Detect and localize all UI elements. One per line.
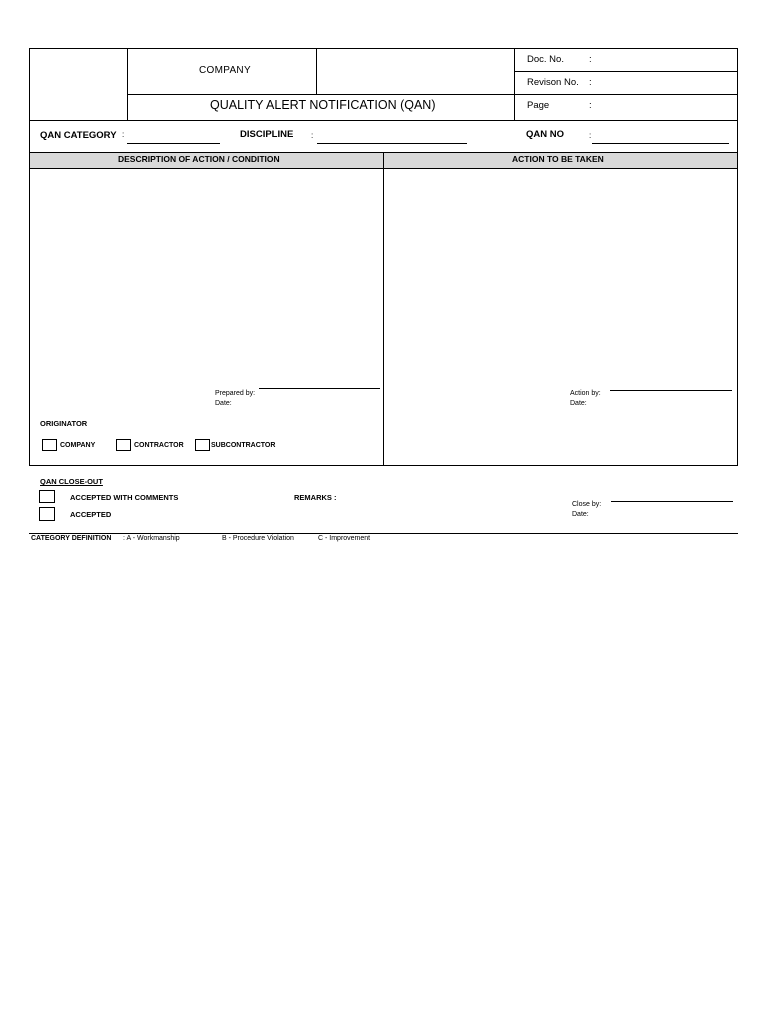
header-hline-right-2 [514,94,737,95]
close-by-label: Close by: [572,501,602,508]
action-by-label: Action by: [570,390,601,397]
accepted-with-comments-label: ACCEPTED WITH COMMENTS [70,493,179,502]
originator-subcontractor-label: SUBCONTRACTOR [211,442,276,449]
accepted-checkbox[interactable] [39,507,55,521]
close-by-field[interactable] [611,501,733,502]
prepared-date-label: Date: [215,400,232,407]
header-hline-right-1 [514,71,737,72]
revision-label: Revison No. [527,77,579,88]
category-def-b: B - Procedure Violation [222,535,294,542]
remarks-label: REMARKS : [294,493,337,502]
doc-no-label: Doc. No. [527,54,564,65]
qan-category-label: QAN CATEGORY [40,130,117,141]
accepted-with-comments-checkbox[interactable] [39,490,55,503]
discipline-label: DISCIPLINE [240,129,294,140]
close-date-label: Date: [572,511,589,518]
originator-label: ORIGINATOR [40,419,88,428]
originator-contractor-label: CONTRACTOR [134,442,184,449]
page-label: Page [527,100,550,111]
closeout-title: QAN CLOSE-OUT [40,477,103,486]
header-divider-1 [127,48,128,120]
doc-no-colon: : [589,54,592,65]
qan-category-field[interactable] [127,143,220,144]
originator-contractor-checkbox[interactable] [116,439,131,451]
originator-subcontractor-checkbox[interactable] [195,439,210,451]
header-divider-2 [316,48,317,95]
action-header: ACTION TO BE TAKEN [512,154,604,164]
header-hline-title [127,94,515,95]
category-definition-label: CATEGORY DEFINITION [31,535,112,542]
description-header: DESCRIPTION OF ACTION / CONDITION [118,154,280,164]
prepared-by-field[interactable] [259,388,380,389]
fields-row [29,120,738,153]
revision-colon: : [589,77,592,88]
prepared-by-label: Prepared by: [215,390,256,397]
category-def-c: C - Improvement [318,535,371,542]
action-box[interactable] [383,168,738,466]
action-date-label: Date: [570,400,587,407]
qan-category-colon: : [122,130,125,139]
footer-divider [29,533,738,534]
originator-company-checkbox[interactable] [42,439,57,451]
discipline-colon: : [311,131,314,140]
category-def-a: : A - Workmanship [123,535,180,542]
originator-company-label: COMPANY [60,442,96,449]
company-name: COMPANY [199,65,251,76]
form-title: QUALITY ALERT NOTIFICATION (QAN) [210,98,436,112]
action-by-field[interactable] [610,390,732,391]
accepted-label: ACCEPTED [70,510,112,519]
discipline-field[interactable] [317,143,467,144]
qan-no-colon: : [589,131,592,140]
header-divider-3 [514,48,515,120]
qan-no-label: QAN NO [526,129,564,140]
qan-no-field[interactable] [592,143,729,144]
page-colon: : [589,100,592,111]
